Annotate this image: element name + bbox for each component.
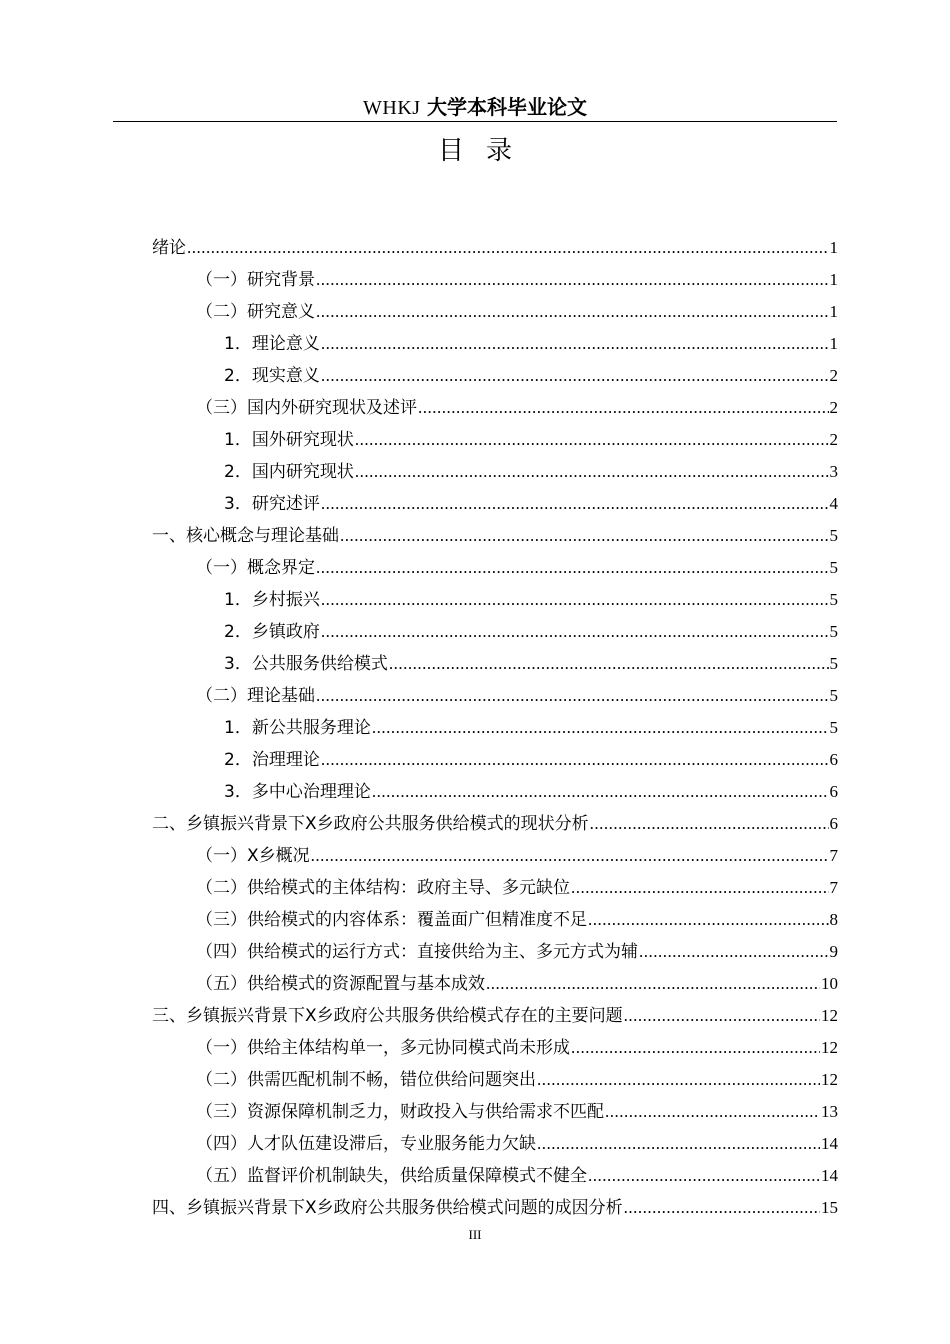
toc-entry[interactable] bbox=[152, 872, 838, 904]
toc-entry-page: 14 bbox=[821, 1166, 838, 1185]
toc-entry-page: 6 bbox=[829, 750, 838, 769]
toc-entry-title: （一）概念界定 bbox=[196, 558, 315, 578]
toc-entry[interactable] bbox=[152, 1000, 838, 1032]
toc-entry-title: （三）国内外研究现状及述评 bbox=[196, 398, 417, 418]
toc-entry-page: 4 bbox=[829, 494, 838, 513]
toc-entry[interactable] bbox=[152, 552, 838, 584]
toc-entry-title: 二、乡镇振兴背景下X乡政府公共服务供给模式的现状分析 bbox=[152, 814, 589, 834]
toc-entry-title: （一）X乡概况 bbox=[196, 846, 310, 866]
toc-entry-page: 1 bbox=[829, 238, 838, 257]
toc-entry-page: 1 bbox=[829, 302, 838, 321]
toc-entry[interactable] bbox=[152, 296, 838, 328]
toc-entry[interactable] bbox=[152, 488, 838, 520]
toc-leader-dots bbox=[321, 488, 829, 520]
toc-entry[interactable] bbox=[152, 776, 838, 808]
toc-entry-title: （四）人才队伍建设滞后，专业服务能力欠缺 bbox=[196, 1134, 536, 1154]
toc-entry[interactable] bbox=[152, 968, 838, 1000]
toc-entry-title: 2．国内研究现状 bbox=[224, 462, 354, 482]
table-of-contents bbox=[152, 232, 838, 1224]
toc-leader-dots bbox=[389, 648, 829, 680]
toc-entry-page: 5 bbox=[829, 654, 838, 673]
toc-entry-title: （二）供给模式的主体结构：政府主导、多元缺位 bbox=[196, 878, 570, 898]
toc-leader-dots bbox=[588, 1160, 820, 1192]
toc-entry[interactable] bbox=[152, 680, 838, 712]
toc-leader-dots bbox=[588, 904, 829, 936]
toc-entry-page: 12 bbox=[821, 1070, 838, 1089]
toc-entry[interactable] bbox=[152, 808, 838, 840]
toc-entry[interactable] bbox=[152, 744, 838, 776]
toc-entry-title: 四、乡镇振兴背景下X乡政府公共服务供给模式问题的成因分析 bbox=[152, 1198, 623, 1218]
toc-entry-title: 2．现实意义 bbox=[224, 366, 320, 386]
header-rule bbox=[113, 121, 837, 122]
toc-entry-page: 14 bbox=[821, 1134, 838, 1153]
toc-entry[interactable] bbox=[152, 1128, 838, 1160]
toc-leader-dots bbox=[571, 872, 829, 904]
toc-leader-dots bbox=[321, 616, 829, 648]
toc-entry[interactable] bbox=[152, 392, 838, 424]
toc-entry-page: 2 bbox=[829, 398, 838, 417]
toc-entry-title: （三）资源保障机制乏力，财政投入与供给需求不匹配 bbox=[196, 1102, 604, 1122]
toc-entry-title: （二）理论基础 bbox=[196, 686, 315, 706]
toc-entry-title: 1．理论意义 bbox=[224, 334, 320, 354]
toc-entry-title: （四）供给模式的运行方式：直接供给为主、多元方式为辅 bbox=[196, 942, 638, 962]
page-number: III bbox=[468, 1227, 482, 1242]
toc-entry-page: 5 bbox=[829, 622, 838, 641]
toc-entry-page: 5 bbox=[829, 558, 838, 577]
toc-entry-page: 5 bbox=[829, 686, 838, 705]
toc-entry[interactable] bbox=[152, 936, 838, 968]
toc-leader-dots bbox=[187, 232, 829, 264]
toc-entry[interactable] bbox=[152, 520, 838, 552]
toc-entry-page: 13 bbox=[821, 1102, 838, 1121]
toc-leader-dots bbox=[316, 680, 829, 712]
toc-entry[interactable] bbox=[152, 1160, 838, 1192]
toc-leader-dots bbox=[355, 424, 829, 456]
toc-entry[interactable] bbox=[152, 456, 838, 488]
toc-entry-title: 2．乡镇政府 bbox=[224, 622, 320, 642]
toc-entry-page: 10 bbox=[821, 974, 838, 993]
toc-leader-dots bbox=[624, 1000, 820, 1032]
toc-entry-title: 一、核心概念与理论基础 bbox=[152, 526, 339, 546]
toc-entry-title: 3．多中心治理理论 bbox=[224, 782, 371, 802]
toc-entry-title: 绪论 bbox=[152, 238, 186, 258]
toc-leader-dots bbox=[605, 1096, 820, 1128]
toc-entry-page: 12 bbox=[821, 1038, 838, 1057]
toc-entry[interactable] bbox=[152, 648, 838, 680]
toc-entry-title: （五）监督评价机制缺失，供给质量保障模式不健全 bbox=[196, 1166, 587, 1186]
toc-entry-page: 15 bbox=[821, 1198, 838, 1217]
toc-entry-page: 6 bbox=[829, 814, 838, 833]
toc-entry-page: 2 bbox=[829, 430, 838, 449]
toc-leader-dots bbox=[372, 712, 829, 744]
toc-entry-title: 2．治理理论 bbox=[224, 750, 320, 770]
toc-entry-page: 9 bbox=[829, 942, 838, 961]
toc-entry-title: （二）供需匹配机制不畅，错位供给问题突出 bbox=[196, 1070, 536, 1090]
toc-entry-page: 6 bbox=[829, 782, 838, 801]
toc-entry-title: （一）研究背景 bbox=[196, 270, 315, 290]
toc-leader-dots bbox=[316, 296, 829, 328]
toc-entry[interactable] bbox=[152, 360, 838, 392]
toc-leader-dots bbox=[321, 360, 829, 392]
toc-entry-page: 1 bbox=[829, 334, 838, 353]
toc-entry-page: 5 bbox=[829, 526, 838, 545]
toc-leader-dots bbox=[418, 392, 829, 424]
toc-leader-dots bbox=[355, 456, 829, 488]
toc-entry[interactable] bbox=[152, 232, 838, 264]
toc-entry-page: 7 bbox=[829, 846, 838, 865]
page-title: 目录 bbox=[437, 136, 534, 166]
toc-leader-dots bbox=[537, 1064, 820, 1096]
toc-entry-page: 1 bbox=[829, 270, 838, 289]
toc-leader-dots bbox=[639, 936, 829, 968]
toc-entry-title: （三）供给模式的内容体系：覆盖面广但精准度不足 bbox=[196, 910, 587, 930]
toc-entry-page: 3 bbox=[829, 462, 838, 481]
running-header bbox=[113, 94, 837, 121]
toc-entry-title: （一）供给主体结构单一，多元协同模式尚未形成 bbox=[196, 1038, 570, 1058]
header-latin: WHKJ bbox=[363, 97, 421, 119]
toc-entry-title: 三、乡镇振兴背景下X乡政府公共服务供给模式存在的主要问题 bbox=[152, 1006, 623, 1026]
toc-leader-dots bbox=[316, 264, 829, 296]
toc-entry[interactable] bbox=[152, 1032, 838, 1064]
toc-entry[interactable] bbox=[152, 328, 838, 360]
toc-entry[interactable] bbox=[152, 1192, 838, 1224]
toc-leader-dots bbox=[321, 584, 829, 616]
header-title: 大学本科毕业论文 bbox=[426, 95, 587, 119]
toc-entry[interactable] bbox=[152, 584, 838, 616]
toc-entry[interactable] bbox=[152, 616, 838, 648]
toc-entry[interactable] bbox=[152, 904, 838, 936]
toc-leader-dots bbox=[340, 520, 829, 552]
toc-entry[interactable] bbox=[152, 1064, 838, 1096]
toc-leader-dots bbox=[590, 808, 829, 840]
toc-entry[interactable] bbox=[152, 840, 838, 872]
toc-entry-title: （二）研究意义 bbox=[196, 302, 315, 322]
toc-entry-title: 1．乡村振兴 bbox=[224, 590, 320, 610]
toc-entry-page: 2 bbox=[829, 366, 838, 385]
toc-leader-dots bbox=[372, 776, 829, 808]
toc-entry-page: 5 bbox=[829, 590, 838, 609]
toc-entry-title: 3．研究述评 bbox=[224, 494, 320, 514]
toc-entry-page: 8 bbox=[829, 910, 838, 929]
toc-entry[interactable] bbox=[152, 264, 838, 296]
toc-leader-dots bbox=[321, 744, 829, 776]
toc-leader-dots bbox=[316, 552, 829, 584]
toc-leader-dots bbox=[624, 1192, 820, 1224]
toc-leader-dots bbox=[571, 1032, 820, 1064]
toc-entry[interactable] bbox=[152, 712, 838, 744]
toc-leader-dots bbox=[486, 968, 820, 1000]
toc-entry-page: 5 bbox=[829, 718, 838, 737]
toc-entry[interactable] bbox=[152, 1096, 838, 1128]
toc-entry-title: 1．新公共服务理论 bbox=[224, 718, 371, 738]
toc-leader-dots bbox=[321, 328, 829, 360]
toc-entry-title: 3．公共服务供给模式 bbox=[224, 654, 388, 674]
toc-leader-dots bbox=[537, 1128, 820, 1160]
toc-entry-title: （五）供给模式的资源配置与基本成效 bbox=[196, 974, 485, 994]
toc-entry[interactable] bbox=[152, 424, 838, 456]
toc-entry-page: 7 bbox=[829, 878, 838, 897]
toc-entry-page: 12 bbox=[821, 1006, 838, 1025]
toc-leader-dots bbox=[311, 840, 829, 872]
toc-entry-title: 1．国外研究现状 bbox=[224, 430, 354, 450]
